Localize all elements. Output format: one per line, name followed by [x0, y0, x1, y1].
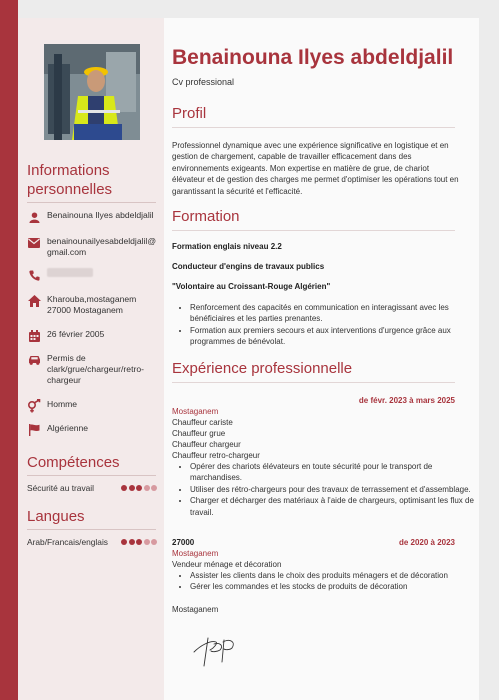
- divider: [27, 475, 156, 476]
- job-role: Chauffeur retro-chargeur: [172, 451, 260, 460]
- formation-heading: Formation: [172, 208, 240, 225]
- phone-number-redacted: [47, 268, 93, 277]
- divider: [27, 202, 156, 203]
- info-birthdate: 26 février 2005: [27, 329, 162, 343]
- formation-item: Conducteur d'engins de travaux publics: [172, 262, 325, 271]
- home-icon: [27, 294, 41, 308]
- info-phone: [27, 268, 162, 282]
- job-bullets: [172, 570, 476, 593]
- languages-heading: Langues: [27, 508, 85, 525]
- flag-icon: [27, 423, 41, 437]
- info-name: Benainouna Ilyes abdeldjalil: [27, 210, 162, 224]
- profil-heading: Profil: [172, 105, 207, 122]
- divider: [27, 529, 156, 530]
- info-nationality: Algérienne: [27, 423, 162, 437]
- formation-bullets: [172, 302, 476, 348]
- job-location: Mostaganem: [172, 407, 219, 416]
- info-gender: Homme: [27, 399, 162, 413]
- info-license: Permis de clark/grue/chargeur/retro-chargeur: [27, 353, 162, 386]
- list-item: • Utiliser des rétro-chargeurs pour des travaux de terrassement et d'assemblage.: [190, 484, 476, 495]
- gender-icon: [27, 399, 41, 413]
- language-rating: [120, 537, 158, 547]
- language-row: Arab/Francais/englais: [27, 537, 157, 547]
- job-role: Vendeur ménage et décoration: [172, 560, 282, 569]
- main-page: [164, 18, 479, 700]
- formation-item: "Volontaire au Croissant-Rouge Algérien": [172, 282, 331, 291]
- job-bullets: [172, 461, 476, 518]
- list-item: • Formation aux premiers secours et aux interventions d'urgence grâce aux programmes de bénévolat.: [190, 325, 476, 348]
- list-item: • Gérer les commandes et les stocks de produits de décoration: [190, 581, 476, 592]
- list-item: • Opérer des chariots élévateurs en toute sécurité pour le transport de marchandises.: [190, 461, 476, 484]
- skill-row: Sécurité au travail: [27, 483, 157, 493]
- divider: [172, 230, 455, 231]
- formation-item: Formation englais niveau 2.2: [172, 242, 282, 251]
- job-dates: de 2020 à 2023: [398, 538, 455, 547]
- user-icon: [27, 210, 41, 224]
- phone-icon: [27, 268, 41, 282]
- profile-photo: [44, 44, 140, 140]
- job-role: Chauffeur grue: [172, 429, 226, 438]
- skills-heading: Compétences: [27, 454, 120, 471]
- experience-heading: Expérience professionnelle: [172, 360, 353, 377]
- signature-place: Mostaganem: [172, 605, 219, 614]
- envelope-icon: [27, 236, 41, 250]
- car-icon: [27, 353, 41, 367]
- divider: [172, 127, 455, 128]
- divider: [172, 382, 455, 383]
- list-item: • Charger et décharger des matériaux à l'aide de chargeurs, optimisant les flux de travail.: [190, 495, 476, 518]
- job-dates: de févr. 2023 à mars 2025: [358, 396, 455, 405]
- candidate-name: Benainouna Ilyes abdeldjalil: [172, 46, 454, 69]
- signature: [190, 632, 250, 673]
- calendar-icon: [27, 329, 41, 343]
- info-email: benainounailyesabdeldjalil@gmail.com: [27, 236, 162, 258]
- job-code: 27000: [172, 538, 195, 547]
- list-item: • Renforcement des capacités en communication en interagissant avec les bénéficiaires et les parties prenantes.: [190, 302, 476, 325]
- personal-info-heading: Informations personnelles: [27, 162, 113, 198]
- accent-bar: [0, 0, 18, 700]
- job-location: Mostaganem: [172, 549, 219, 558]
- job-role: Chauffeur cariste: [172, 418, 233, 427]
- job-role: Chauffeur chargeur: [172, 440, 241, 449]
- profil-text: Professionnel dynamique avec une expérience significative en logistique et en gestion de chargement, capable de travailler efficacement dans des environnements exigeants. Mon expertise en matière de grue, de chariot élévateur et de gestion des charges me permet d'optimiser les opérations tout en garantissant la sécurité et l'efficacité.: [172, 141, 459, 196]
- cv-subtitle: Cv professional: [172, 77, 235, 87]
- info-address: Kharouba,mostaganem 27000 Mostaganem: [27, 294, 162, 316]
- skill-rating: [120, 483, 158, 493]
- list-item: • Assister les clients dans le choix des produits ménagers et de décoration: [190, 570, 476, 581]
